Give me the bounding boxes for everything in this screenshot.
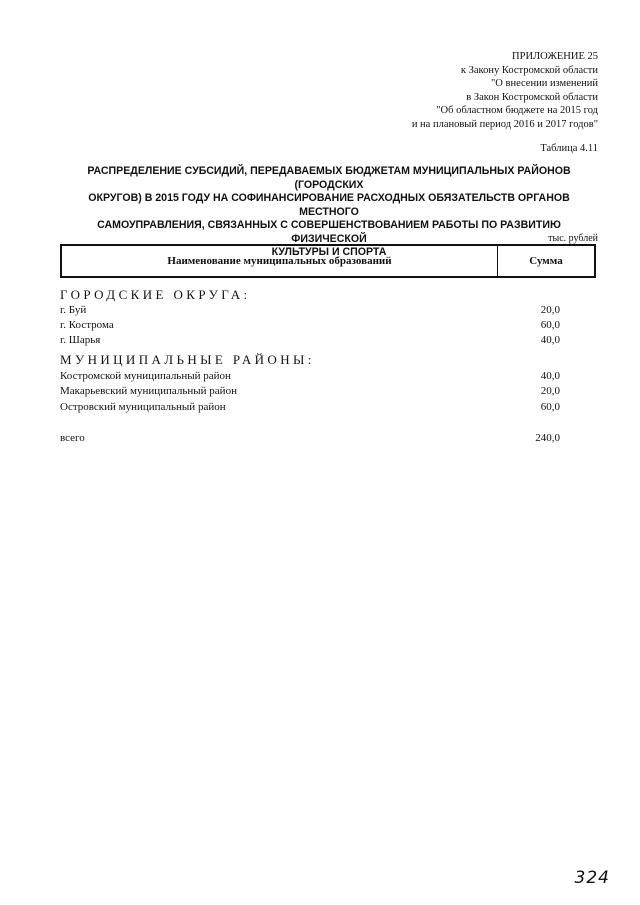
total-row: [60, 432, 560, 447]
table-row: [60, 334, 560, 349]
title-line: ОКРУГОВ) В 2015 ГОДУ НА СОФИНАНСИРОВАНИЕ РАСХОДНЫХ ОБЯЗАТЕЛЬСТВ ОРГАНОВ МЕСТНОГО: [88, 192, 570, 218]
unit-label: тыс. рублей: [548, 233, 598, 244]
table-row: [60, 319, 560, 334]
table-row: [60, 385, 560, 400]
row-name: г. Шарья: [60, 334, 101, 346]
table-row: [60, 401, 560, 416]
appendix-line: к Закону Костромской области: [460, 64, 598, 76]
appendix-line: в Закон Костромской области: [466, 91, 598, 103]
total-value: 240,0: [535, 432, 560, 444]
total-label: всего: [60, 432, 85, 444]
title-line: КУЛЬТУРЫ И СПОРТА: [271, 246, 387, 258]
row-name: г. Буй: [60, 304, 87, 316]
appendix-block: [412, 50, 598, 132]
table-row: [60, 370, 560, 385]
row-value: 40,0: [540, 334, 560, 346]
title-line: САМОУПРАВЛЕНИЯ, СВЯЗАННЫХ С СОВЕРШЕНСТВОВАНИЕМ РАБОТЫ ПО РАЗВИТИЮ ФИЗИЧЕСКОЙ: [97, 219, 561, 245]
row-value: 20,0: [540, 385, 560, 397]
row-value: 20,0: [540, 304, 560, 316]
row-value: 60,0: [540, 401, 560, 413]
page-number: 324: [574, 868, 610, 888]
table-header: [60, 244, 596, 278]
header-name: Наименование муниципальных образований: [62, 246, 498, 276]
row-name: Макарьевский муниципальный район: [60, 385, 237, 397]
header-sum: Сумма: [529, 255, 563, 267]
row-name: Островский муниципальный район: [60, 401, 226, 413]
title-line: РАСПРЕДЕЛЕНИЕ СУБСИДИЙ, ПЕРЕДАВАЕМЫХ БЮДЖЕТАМ МУНИЦИПАЛЬНЫХ РАЙОНОВ (ГОРОДСКИХ: [87, 165, 571, 191]
appendix-line: ПРИЛОЖЕНИЕ 25: [512, 51, 598, 62]
row-value: 40,0: [540, 370, 560, 382]
row-name: г. Кострома: [60, 319, 114, 331]
section-title: МУНИЦИПАЛЬНЫЕ РАЙОНЫ:: [60, 352, 315, 367]
row-value: 60,0: [540, 319, 560, 331]
row-name: Костромской муниципальный район: [60, 370, 231, 382]
table-number: Таблица 4.11: [540, 143, 598, 154]
section-title: ГОРОДСКИЕ ОКРУГА:: [60, 287, 251, 302]
table-row: [60, 304, 560, 319]
appendix-line: "Об областном бюджете на 2015 год: [436, 105, 598, 117]
appendix-line: "О внесении изменений: [491, 78, 598, 90]
appendix-line: и на плановый период 2016 и 2017 годов": [411, 118, 598, 130]
